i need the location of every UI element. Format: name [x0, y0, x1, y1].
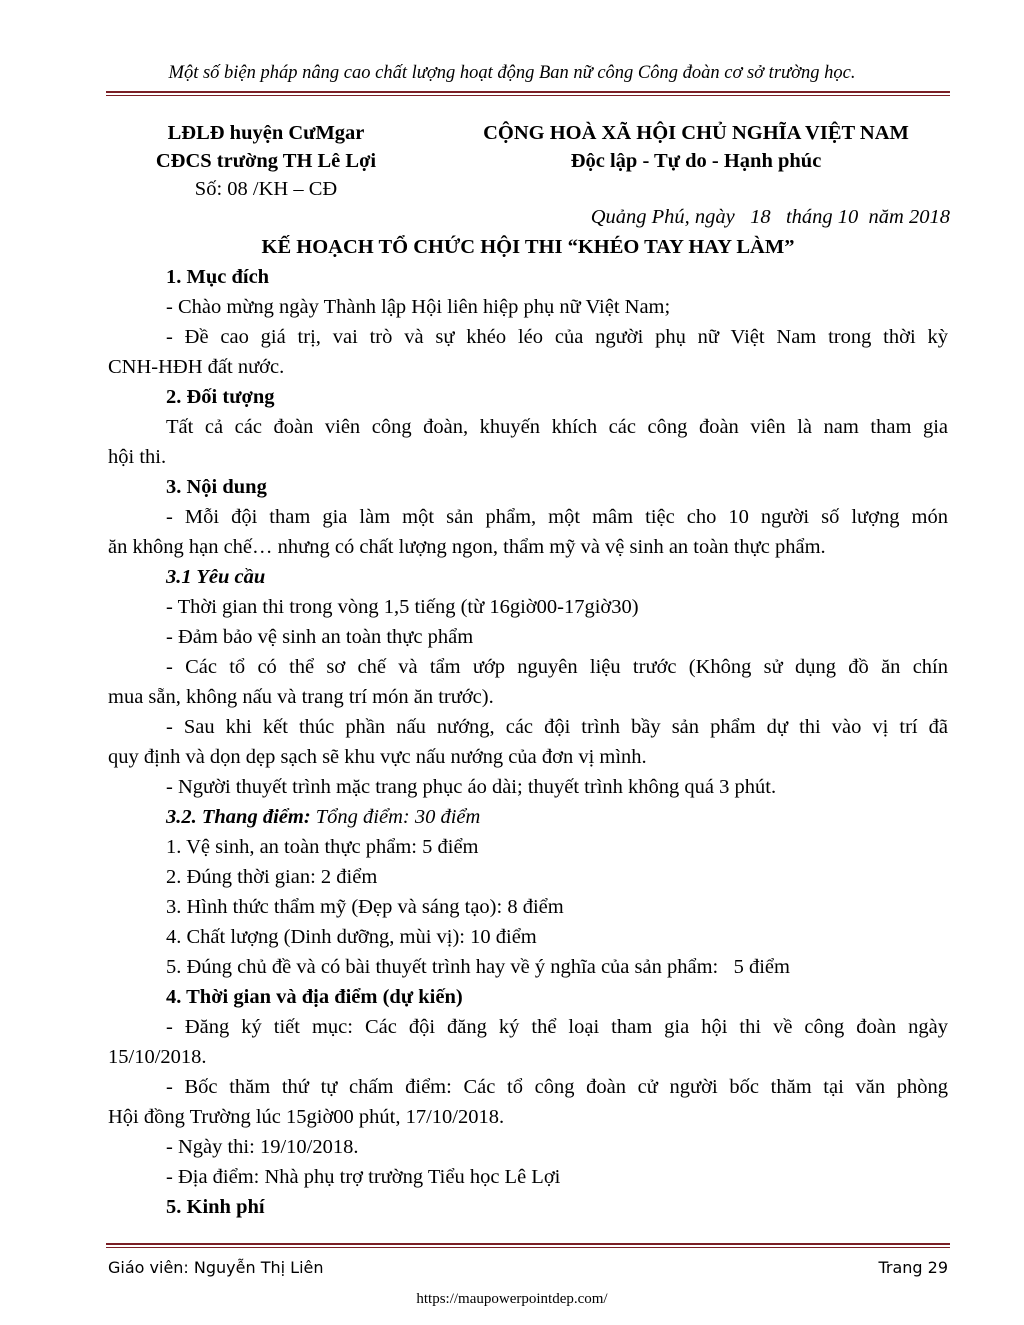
section-4-paragraph-2-line-2: Hội đồng Trường lúc 15giờ00 phút, 17/10/2018. — [108, 1106, 505, 1128]
score-item: 2. Đúng thời gian: 2 điểm — [166, 866, 378, 888]
national-motto-1: CỘNG HOÀ XÃ HỘI CHỦ NGHĨA VIỆT NAM — [483, 122, 909, 144]
requirement-3-line-2: mua sẵn, không nấu và trang trí món ăn trước). — [108, 686, 494, 708]
contest-venue: - Địa điểm: Nhà phụ trợ trường Tiểu học Lê Lợi — [166, 1166, 561, 1188]
section-3-2-heading: 3.2. Thang điểm: — [166, 806, 311, 828]
section-3-2-line — [166, 802, 480, 832]
section-1-paragraph-2-line-2: CNH-HĐH đất nước. — [108, 356, 285, 378]
section-4-paragraph-2-line-1: - Bốc thăm thứ tự chấm điểm: Các tổ công đoàn cử người bốc thăm tại văn phòng — [166, 1076, 948, 1098]
footer-divider-thin — [106, 1247, 950, 1248]
score-item: 3. Hình thức thẩm mỹ (Đẹp và sáng tạo): 8 điểm — [166, 896, 564, 918]
section-1-paragraph-2-line-1: - Đề cao giá trị, vai trò và sự khéo léo của người phụ nữ Việt Nam trong thời kỳ — [166, 326, 948, 348]
section-3-paragraph-line-1: - Mỗi đội tham gia làm một sản phẩm, một mâm tiệc cho 10 người số lượng món — [166, 506, 948, 528]
header-divider — [106, 91, 950, 93]
section-4-paragraph-1-line-2: 15/10/2018. — [108, 1046, 207, 1068]
section-2-paragraph-line-2: hội thi. — [108, 446, 167, 468]
requirement-1: - Thời gian thi trong vòng 1,5 tiếng (từ 16giờ00-17giờ30) — [166, 596, 639, 618]
section-3-1-heading: 3.1 Yêu cầu — [166, 566, 266, 588]
footer-author: Giáo viên: Nguyễn Thị Liên — [108, 1258, 324, 1277]
section-1-paragraph-1: - Chào mừng ngày Thành lập Hội liên hiệp phụ nữ Việt Nam; — [166, 296, 671, 318]
requirement-3-line-1: - Các tổ có thể sơ chế và tẩm ướp nguyên liệu trước (Không sử dụng đồ ăn chín — [166, 656, 948, 678]
section-3-paragraph-line-2: ăn không hạn chế… nhưng có chất lượng ngon, thẩm mỹ và vệ sinh an toàn thực phẩm. — [108, 536, 826, 558]
place-date: Quảng Phú, ngày 18 tháng 10 năm 2018 — [590, 206, 950, 228]
section-2-paragraph-line-1: Tất cả các đoàn viên công đoàn, khuyến khích các công đoàn viên là nam tham gia — [166, 416, 948, 438]
section-4-paragraph-1-line-1: - Đăng ký tiết mục: Các đội đăng ký thể loại tham gia hội thi về công đoàn ngày — [166, 1016, 948, 1038]
footer-divider — [106, 1243, 950, 1245]
requirement-4-line-1: - Sau khi kết thúc phần nấu nướng, các đội trình bầy sản phẩm dự thi vào vị trí đã — [166, 716, 948, 738]
source-url[interactable]: https://maupowerpointdep.com/ — [416, 1291, 608, 1307]
running-header: Một số biện pháp nâng cao chất lượng hoạt động Ban nữ công Công đoàn cơ sở trường học. — [168, 63, 856, 83]
requirement-4-line-2: quy định và dọn dẹp sạch sẽ khu vực nấu nướng của đơn vị mình. — [108, 746, 647, 768]
score-item: 1. Vệ sinh, an toàn thực phẩm: 5 điểm — [166, 836, 479, 858]
score-item: 5. Đúng chủ đề và có bài thuyết trình hay về ý nghĩa của sản phẩm: 5 điểm — [166, 956, 790, 978]
national-motto-2: Độc lập - Tự do - Hạnh phúc — [570, 150, 822, 172]
page-number: Trang 29 — [878, 1258, 948, 1277]
requirement-5: - Người thuyết trình mặc trang phục áo dài; thuyết trình không quá 3 phút. — [166, 776, 777, 798]
contest-date: - Ngày thi: 19/10/2018. — [166, 1136, 359, 1158]
section-1-heading: 1. Mục đích — [166, 266, 270, 288]
requirement-2: - Đảm bảo vệ sinh an toàn thực phẩm — [166, 626, 474, 648]
org-line-1: LĐLĐ huyện CưMgar — [167, 122, 365, 144]
header-divider-thin — [106, 95, 950, 96]
section-3-heading: 3. Nội dung — [166, 476, 267, 498]
score-item: 4. Chất lượng (Dinh dưỡng, mùi vị): 10 điểm — [166, 926, 537, 948]
section-5-heading: 5. Kinh phí — [166, 1196, 265, 1218]
section-4-heading: 4. Thời gian và địa điểm (dự kiến) — [166, 986, 463, 1008]
document-number: Số: 08 /KH – CĐ — [194, 178, 338, 200]
section-2-heading: 2. Đối tượng — [166, 386, 275, 408]
org-line-2: CĐCS trường TH Lê Lợi — [155, 150, 377, 172]
total-score: Tổng điểm: 30 điểm — [310, 806, 481, 828]
document-title: KẾ HOẠCH TỔ CHỨC HỘI THI “KHÉO TAY HAY LÀM” — [261, 236, 795, 258]
